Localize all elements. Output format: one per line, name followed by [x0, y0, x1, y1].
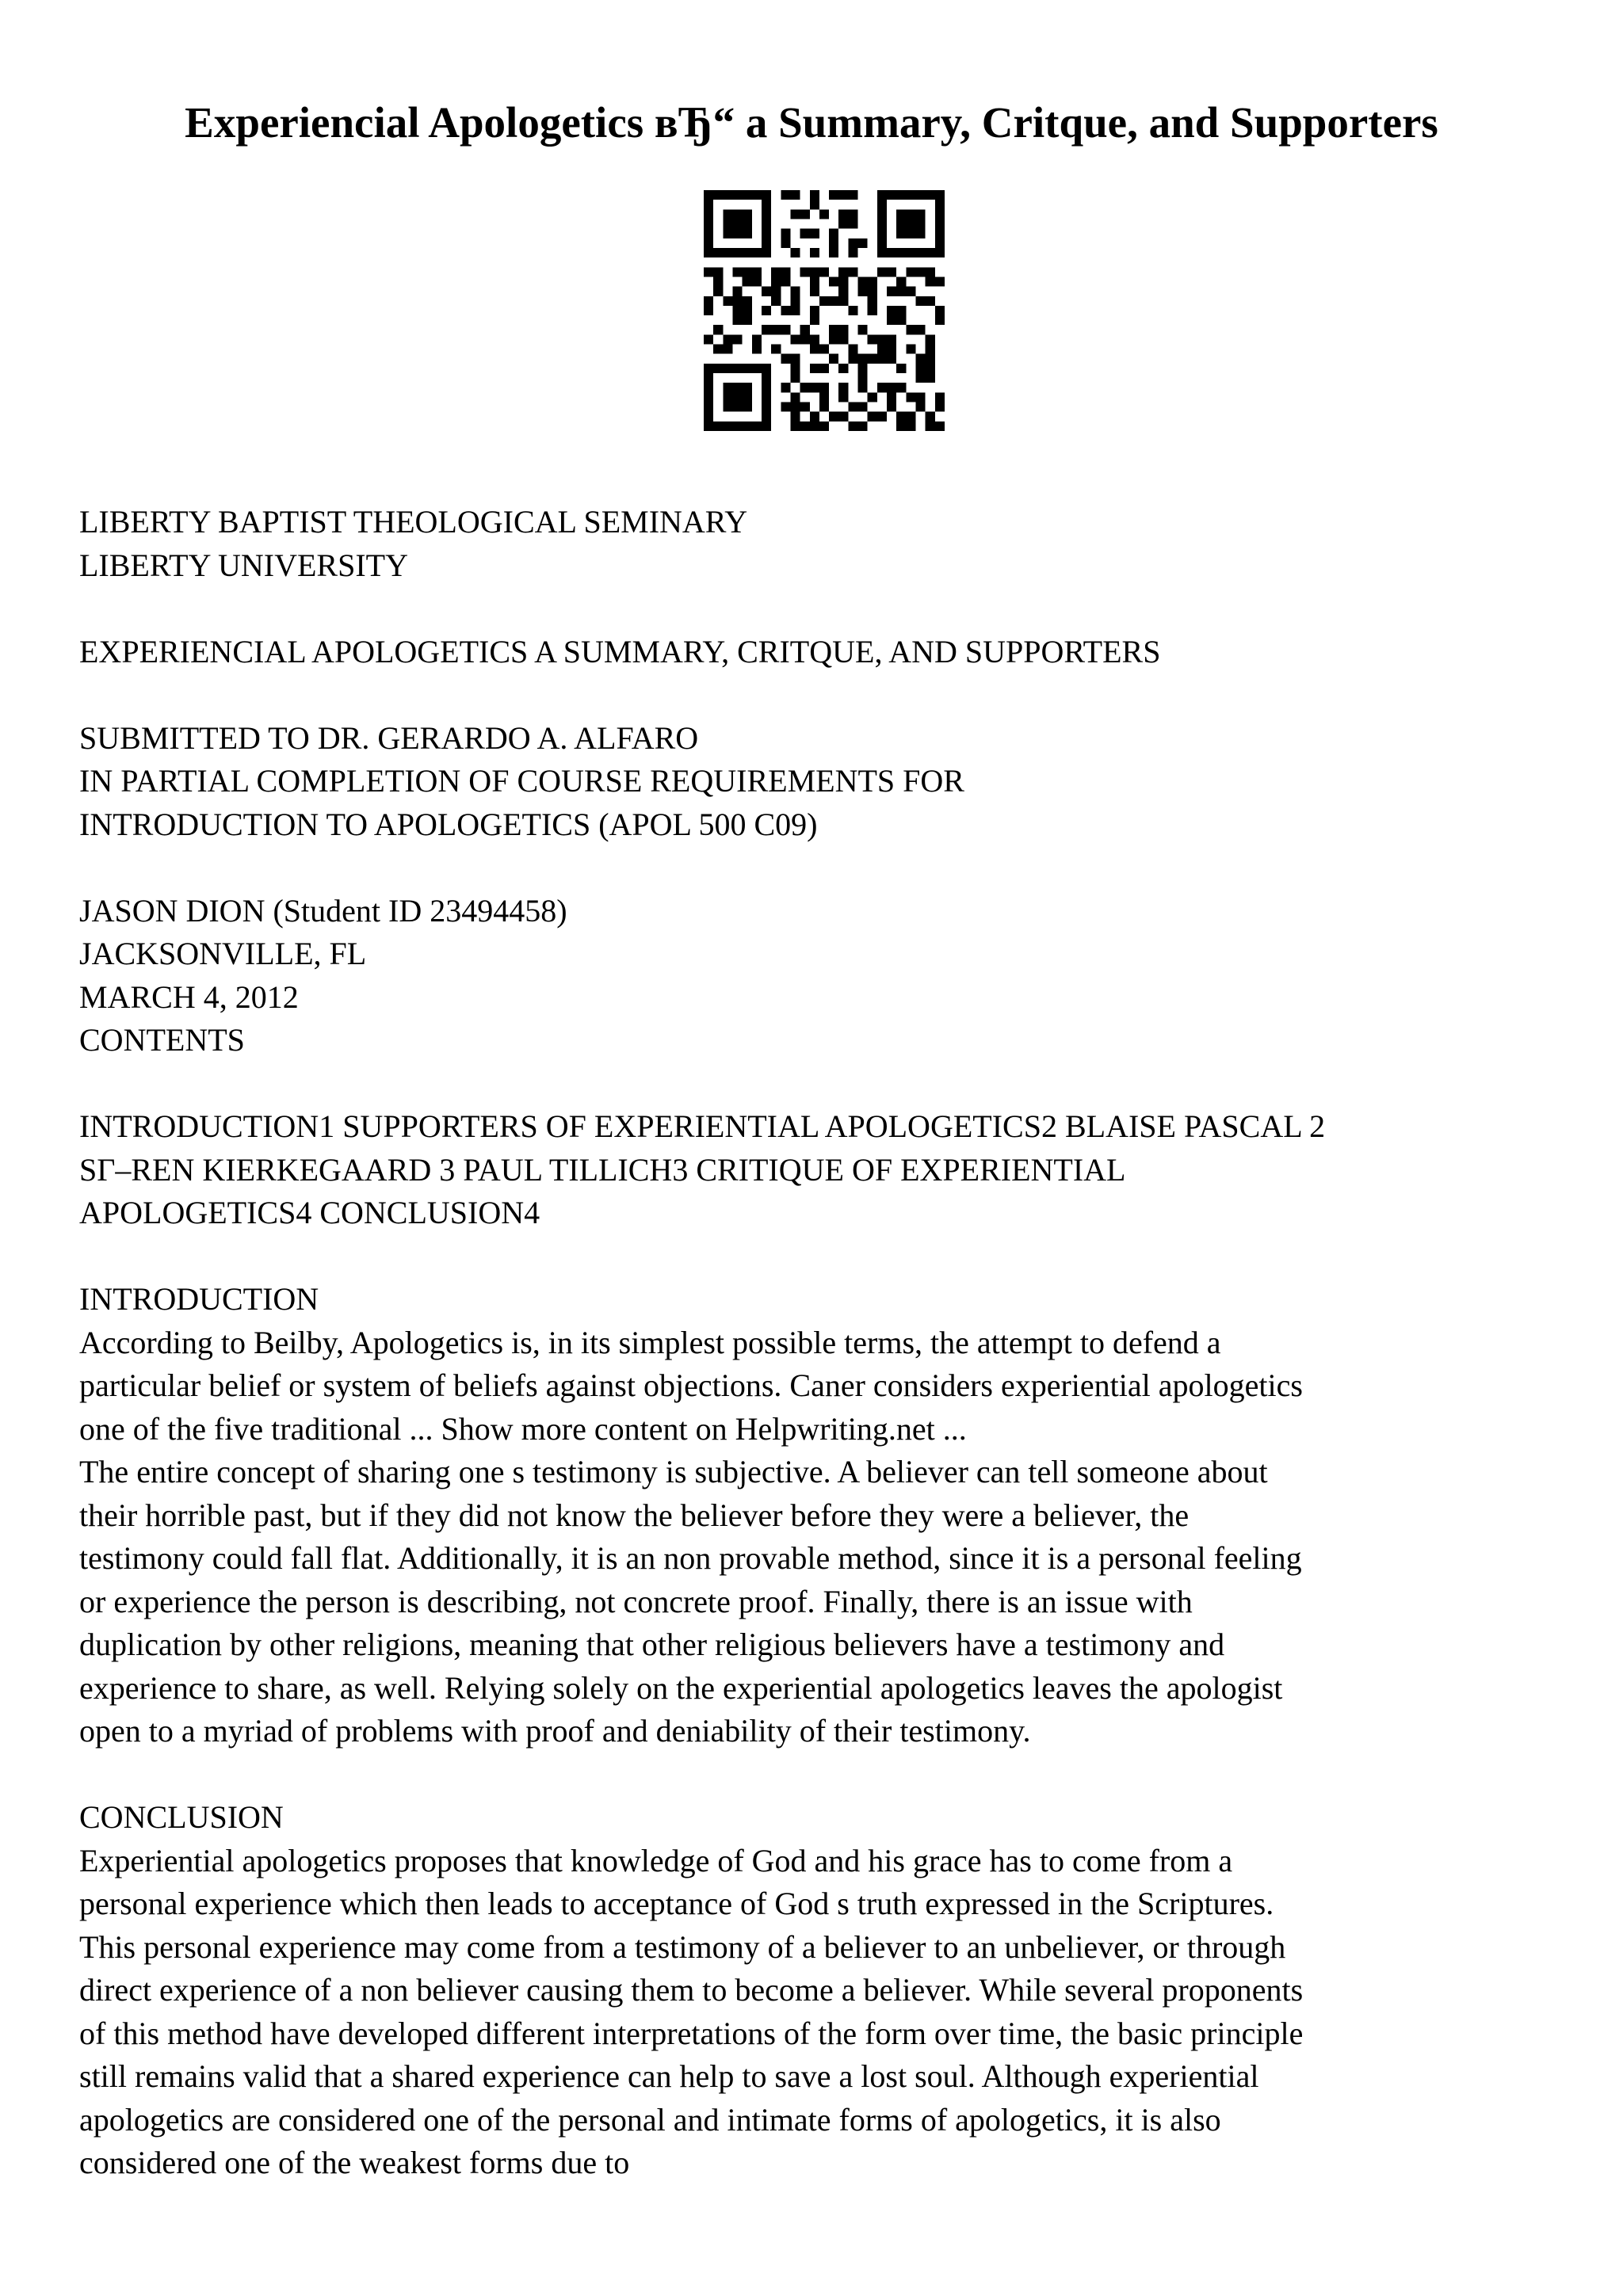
- introduction-line: or experience the person is describing, not concrete proof. Finally, there is an issue with: [79, 1583, 1193, 1619]
- introduction-line: testimony could fall flat. Additionally, it is an non provable method, since it is a personal feeling: [79, 1540, 1302, 1576]
- introduction-line: duplication by other religions, meaning that other religious believers have a testimony and: [79, 1627, 1225, 1662]
- conclusion-line: This personal experience may come from a testimony of a believer to an unbeliever, or through: [79, 1928, 1286, 1965]
- introduction-line: their horrible past, but if they did not know the believer before they were a believer, the: [79, 1497, 1190, 1533]
- qr-code-icon: [704, 190, 945, 431]
- conclusion-line: considered one of the weakest forms due to: [79, 2145, 630, 2180]
- document-title: Experiencial Apologetics вЂ“ a Summary, Critque, and Supporters: [185, 98, 1438, 147]
- seminary-name: LIBERTY BAPTIST THEOLOGICAL SEMINARY: [79, 504, 748, 540]
- introduction-line: open to a myriad of problems with proof and deniability of their testimony.: [79, 1713, 1031, 1749]
- introduction-line: The entire concept of sharing one s testimony is subjective. A believer can tell someone about: [79, 1454, 1268, 1489]
- submission-date: MARCH 4, 2012: [79, 978, 299, 1015]
- paper-title: EXPERIENCIAL APOLOGETICS A SUMMARY, CRITQUE, AND SUPPORTERS: [79, 633, 1161, 669]
- conclusion-heading: CONCLUSION: [79, 1799, 284, 1835]
- introduction-heading: INTRODUCTION: [79, 1281, 319, 1317]
- course-name: INTRODUCTION TO APOLOGETICS (APOL 500 C09): [79, 806, 818, 842]
- toc-line: SГ–REN KIERKEGAARD 3 PAUL TILLICH3 CRITIQUE OF EXPERIENTIAL: [79, 1151, 1126, 1188]
- course-requirement-note: IN PARTIAL COMPLETION OF COURSE REQUIREMENTS FOR: [79, 763, 964, 799]
- conclusion-line: Experiential apologetics proposes that knowledge of God and his grace has to come from a: [79, 1842, 1233, 1878]
- conclusion-line: direct experience of a non believer causing them to become a believer. While several proponents: [79, 1972, 1304, 2008]
- conclusion-line: still remains valid that a shared experience can help to save a lost soul. Although experiential: [79, 2058, 1259, 2094]
- conclusion-line: of this method have developed different interpretations of the form over time, the basic principle: [79, 2015, 1304, 2051]
- toc-line: APOLOGETICS4 CONCLUSION4: [79, 1195, 540, 1230]
- conclusion-line: apologetics are considered one of the personal and intimate forms of apologetics, it is also: [79, 2101, 1221, 2138]
- author-name: JASON DION (Student ID 23494458): [79, 892, 567, 929]
- introduction-line: experience to share, as well. Relying solely on the experiential apologetics leaves the apologist: [79, 1669, 1283, 1706]
- university-name: LIBERTY UNIVERSITY: [79, 547, 408, 583]
- submitted-to: SUBMITTED TO DR. GERARDO A. ALFARO: [79, 719, 699, 756]
- document-body: [79, 501, 1553, 2185]
- conclusion-line: personal experience which then leads to acceptance of God s truth expressed in the Scriptures.: [79, 1886, 1274, 1921]
- author-location: JACKSONVILLE, FL: [79, 936, 367, 971]
- toc-line: INTRODUCTION1 SUPPORTERS OF EXPERIENTIAL APOLOGETICS2 BLAISE PASCAL 2: [79, 1108, 1326, 1144]
- introduction-line: one of the five traditional ... Show more content on Helpwriting.net ...: [79, 1410, 967, 1447]
- introduction-line: According to Beilby, Apologetics is, in its simplest possible terms, the attempt to defend a: [79, 1324, 1221, 1360]
- qr-code: [704, 190, 945, 431]
- introduction-line: particular belief or system of beliefs against objections. Caner considers experiential apologetics: [79, 1367, 1303, 1403]
- contents-label: CONTENTS: [79, 1022, 245, 1058]
